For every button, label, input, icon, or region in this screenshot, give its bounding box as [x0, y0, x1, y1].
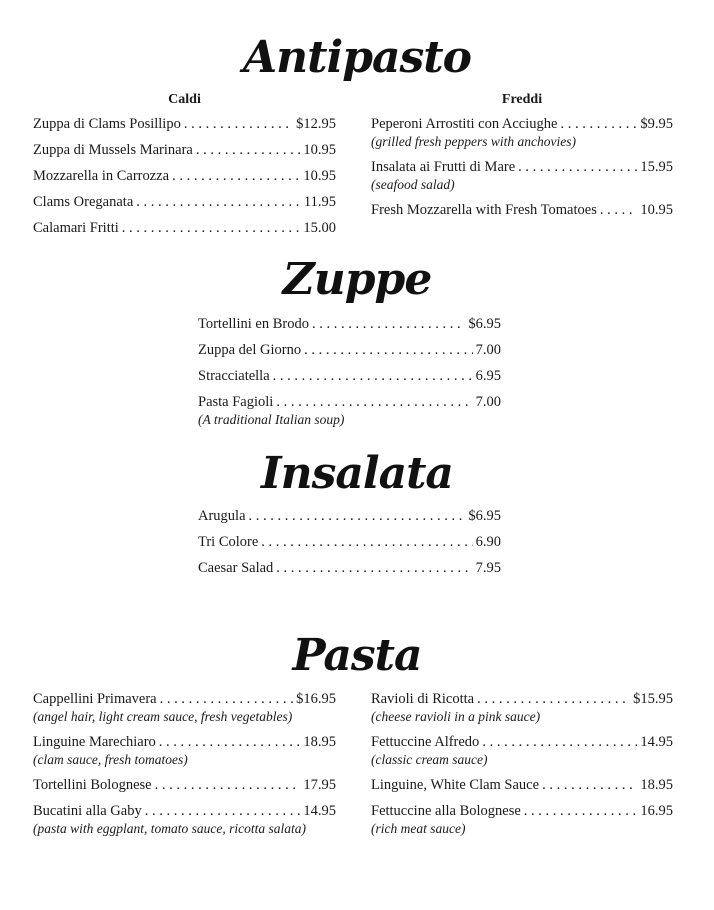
- menu-item-line: [33, 734, 336, 751]
- menu-item: [33, 734, 336, 768]
- antipasto-freddi-column: [371, 92, 673, 228]
- menu-item-price: $6.95: [468, 316, 501, 332]
- menu-item-line: [198, 560, 501, 577]
- dot-leader: [145, 803, 301, 820]
- menu-item-name: Insalata ai Frutti di Mare: [371, 159, 516, 175]
- menu-item-price: 10.95: [303, 142, 336, 158]
- menu-item-price: 17.95: [303, 777, 336, 793]
- menu-item: [198, 342, 501, 359]
- menu-item-line: [198, 534, 501, 551]
- caldi-list: [33, 116, 336, 237]
- menu-item-line: [198, 508, 501, 525]
- menu-item-name: Fresh Mozzarella with Fresh Tomatoes: [371, 202, 597, 218]
- menu-item: [198, 316, 501, 333]
- menu-item-line: [33, 168, 336, 185]
- menu-item-name: Caesar Salad: [198, 560, 274, 576]
- menu-item: [198, 508, 501, 525]
- menu-item-line: [198, 368, 501, 385]
- menu-item-name: Linguine, White Clam Sauce: [371, 777, 540, 793]
- dot-leader: [249, 508, 466, 525]
- dot-leader: [542, 777, 637, 794]
- menu-item-price: 15.00: [303, 220, 336, 236]
- menu-item-name: Fettuccine Alfredo: [371, 734, 480, 750]
- menu-item: [371, 777, 673, 794]
- caldi-heading: Caldi: [168, 92, 201, 107]
- zuppe-column: [198, 316, 501, 437]
- menu-item-line: [198, 394, 501, 411]
- menu-item-name: Zuppa di Clams Posillipo: [33, 116, 181, 132]
- menu-item: [371, 734, 673, 768]
- dot-leader: [122, 220, 301, 237]
- menu-item-description: (angel hair, light cream sauce, fresh vegetables): [33, 709, 293, 724]
- pasta-left-list: [33, 691, 336, 837]
- menu-item: [371, 116, 673, 150]
- menu-item-line: [371, 159, 673, 176]
- freddi-heading: Freddi: [501, 92, 543, 107]
- dot-leader: [518, 159, 637, 176]
- menu-item-line: [33, 777, 336, 794]
- menu-item-name: Arugula: [198, 508, 246, 524]
- menu-item: [198, 394, 501, 428]
- dot-leader: [136, 194, 301, 211]
- menu-item-name: Bucatini alla Gaby: [33, 803, 142, 819]
- dot-leader: [196, 142, 301, 159]
- menu-item-line: [33, 116, 336, 133]
- menu-item-description: (pasta with eggplant, tomato sauce, ricotta salata): [33, 821, 306, 836]
- dot-leader: [312, 316, 465, 333]
- menu-item-name: Zuppa di Mussels Marinara: [33, 142, 193, 158]
- dot-leader: [600, 202, 638, 219]
- menu-item-line: [371, 777, 673, 794]
- menu-item-price: 18.95: [303, 734, 336, 750]
- menu-item-line: [198, 342, 501, 359]
- menu-item-name: Calamari Fritti: [33, 220, 119, 236]
- dot-leader: [304, 342, 473, 359]
- menu-item-description: (grilled fresh peppers with anchovies): [371, 134, 576, 149]
- pasta-title: Pasta: [292, 630, 422, 681]
- menu-item-name: Cappellini Primavera: [33, 691, 157, 707]
- dot-leader: [159, 734, 301, 751]
- insalata-list: [198, 508, 501, 577]
- menu-item: [371, 803, 673, 837]
- dot-leader: [273, 368, 473, 385]
- menu-item-name: Stracciatella: [198, 368, 270, 384]
- antipasto-title: Antipasto: [243, 32, 471, 83]
- pasta-left-column: [33, 691, 336, 846]
- dot-leader: [276, 394, 472, 411]
- menu-item-price: 6.90: [475, 534, 501, 550]
- insalata-title: Insalata: [261, 448, 453, 499]
- menu-item-name: Tri Colore: [198, 534, 259, 550]
- menu-item-description: (classic cream sauce): [371, 752, 488, 767]
- menu-item-name: Clams Oreganata: [33, 194, 134, 210]
- menu-item-name: Tortellini en Brodo: [198, 316, 309, 332]
- menu-item-line: [33, 194, 336, 211]
- menu-item-name: Tortellini Bolognese: [33, 777, 152, 793]
- menu-item-price: 15.95: [640, 159, 673, 175]
- menu-item-line: [33, 142, 336, 159]
- menu-item-price: $12.95: [296, 116, 336, 132]
- menu-item-price: 10.95: [640, 202, 673, 218]
- menu-item-price: 7.00: [475, 342, 501, 358]
- menu-item: [33, 220, 336, 237]
- menu-item: [371, 202, 673, 219]
- insalata-column: [198, 508, 501, 586]
- dot-leader: [261, 534, 472, 551]
- menu-item: [198, 368, 501, 385]
- menu-item-description: (clam sauce, fresh tomatoes): [33, 752, 188, 767]
- pasta-right-list: [371, 691, 673, 837]
- menu-item-name: Fettuccine alla Bolognese: [371, 803, 521, 819]
- menu-item-price: 18.95: [640, 777, 673, 793]
- menu-item-description: (A traditional Italian soup): [198, 412, 345, 427]
- menu-item: [33, 691, 336, 725]
- menu-item: [371, 691, 673, 725]
- dot-leader: [482, 734, 637, 751]
- menu-item-line: [371, 202, 673, 219]
- menu-item-price: 11.95: [303, 194, 336, 210]
- dot-leader: [524, 803, 638, 820]
- menu-item: [371, 159, 673, 193]
- dot-leader: [184, 116, 293, 133]
- menu-item-price: 10.95: [303, 168, 336, 184]
- dot-leader: [172, 168, 300, 185]
- menu-item-line: [371, 803, 673, 820]
- menu-item-price: 7.00: [475, 394, 501, 410]
- menu-item-name: Zuppa del Giorno: [198, 342, 302, 358]
- zuppe-list: [198, 316, 501, 428]
- menu-item-description: (seafood salad): [371, 177, 455, 192]
- menu-item-name: Peperoni Arrostiti con Acciughe: [371, 116, 558, 132]
- menu-item: [33, 116, 336, 133]
- menu-item: [198, 560, 501, 577]
- menu-item-price: $9.95: [640, 116, 673, 132]
- dot-leader: [276, 560, 472, 577]
- menu-item: [33, 803, 336, 837]
- menu-item-price: $6.95: [468, 508, 501, 524]
- menu-item-line: [371, 734, 673, 751]
- dot-leader: [160, 691, 294, 708]
- pasta-right-column: [371, 691, 673, 846]
- menu-item-price: 16.95: [640, 803, 673, 819]
- freddi-list: [371, 116, 673, 219]
- menu-item-line: [33, 691, 336, 708]
- menu-item-description: (rich meat sauce): [371, 821, 466, 836]
- menu-item-line: [371, 116, 673, 133]
- menu-item: [33, 142, 336, 159]
- menu-item-name: Linguine Marechiaro: [33, 734, 156, 750]
- menu-item-name: Mozzarella in Carrozza: [33, 168, 170, 184]
- dot-leader: [155, 777, 301, 794]
- menu-item-line: [198, 316, 501, 333]
- menu-item-line: [371, 691, 673, 708]
- menu-item-name: Ravioli di Ricotta: [371, 691, 475, 707]
- menu-item-price: 7.95: [475, 560, 501, 576]
- dot-leader: [560, 116, 637, 133]
- menu-item-price: 14.95: [640, 734, 673, 750]
- menu-item-price: $16.95: [296, 691, 336, 707]
- antipasto-caldi-column: [33, 92, 336, 246]
- menu-item: [33, 777, 336, 794]
- menu-item-description: (cheese ravioli in a pink sauce): [371, 709, 541, 724]
- menu-item-line: [33, 803, 336, 820]
- menu-item-price: 14.95: [303, 803, 336, 819]
- menu-item-line: [33, 220, 336, 237]
- menu-item-price: 6.95: [475, 368, 501, 384]
- dot-leader: [477, 691, 630, 708]
- menu-item: [198, 534, 501, 551]
- zuppe-title: Zuppe: [282, 254, 432, 305]
- menu-item-price: $15.95: [633, 691, 673, 707]
- menu-item: [33, 168, 336, 185]
- menu-item-name: Pasta Fagioli: [198, 394, 274, 410]
- menu-item: [33, 194, 336, 211]
